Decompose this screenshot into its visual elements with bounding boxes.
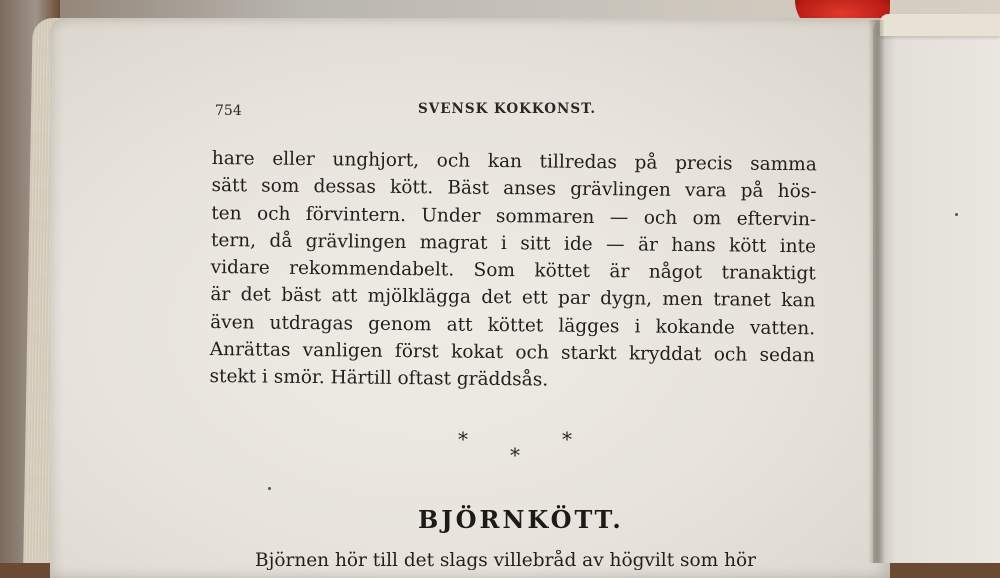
text-line: tern, då grävlingen magrat i sitt ide — är hans kött inte <box>210 229 817 258</box>
partial-text-line: Björnen hör till det slags villebråd av högvilt som hör <box>255 550 756 570</box>
text-line: vidare rekommendabelt. Som köttet är något tranaktigt <box>210 257 816 285</box>
text-line: även utdragas genom att köttet lägges i kokande vatten. <box>210 311 816 340</box>
paper-speck <box>955 213 958 216</box>
body-paragraph <box>209 145 817 397</box>
text-line: hare eller unghjort, och kan tillredas på precis samma <box>211 147 817 176</box>
book-gutter <box>868 20 884 563</box>
paper-speck <box>268 487 271 490</box>
asterisk: * <box>458 427 468 451</box>
text-line: ten och förvintern. Under sommaren — och om eftervin- <box>211 202 817 230</box>
asterism <box>455 427 575 467</box>
section-heading: BJÖRNKÖTT. <box>418 505 624 534</box>
book-page-right <box>873 20 1000 563</box>
text-line: är det bäst att mjölklägga det ett par dygn, men tranet kan <box>210 284 816 312</box>
running-title: SVENSK KOKKONST. <box>418 101 597 117</box>
asterisk: * <box>562 427 572 451</box>
text-line: sätt som dessas kött. Bäst anses grävlingen vara på hös- <box>211 175 817 203</box>
page-number: 754 <box>215 103 242 119</box>
asterisk: * <box>510 443 520 467</box>
text-line: Anrättas vanligen först kokat och starkt kryddat och sedan <box>209 339 815 367</box>
book-page-right-top <box>880 14 1000 36</box>
text-line: stekt i smör. Härtill oftast gräddsås. <box>209 366 549 391</box>
